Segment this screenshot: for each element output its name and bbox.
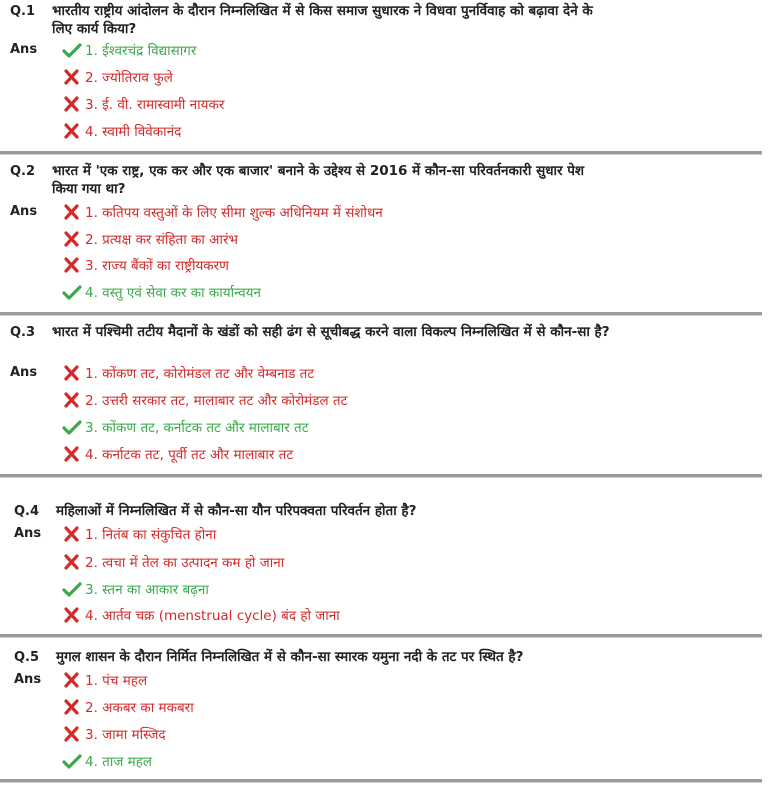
question-text: भारत में पश्चिमी तटीय मैदानों के खंडों को सही ढंग से सूचीबद्ध करने वाला विकल्प निम्नलिखित में से कौन-सा है?: [52, 324, 610, 340]
option-2: [62, 552, 284, 572]
option-text: 1. कतिपय वस्तुओं के लिए सीमा शुल्क अधिनियम में संशोधन: [85, 205, 383, 221]
option-4: [62, 751, 152, 771]
option-text: 4. वस्तु एवं सेवा कर का कार्यान्वयन: [85, 285, 261, 301]
option-2: [62, 390, 347, 410]
divider: [0, 474, 762, 478]
check-icon: [62, 284, 82, 300]
option-text: 4. कर्नाटक तट, पूर्वी तट और मालाबार तट: [85, 447, 294, 463]
cross-icon: [62, 726, 82, 742]
cross-icon: [62, 672, 82, 688]
option-4: [62, 605, 340, 625]
option-3: [62, 94, 224, 114]
option-text: 2. अकबर का मकबरा: [85, 700, 194, 716]
option-text: 2. त्वचा में तेल का उत्पादन कम हो जाना: [85, 555, 285, 571]
divider: [0, 779, 762, 783]
question-number: Q.1: [10, 4, 36, 19]
cross-icon: [62, 231, 82, 247]
option-text: 1. कोंकण तट, कोरोमंडल तट और वेम्बनाड तट: [85, 366, 315, 382]
option-1: [62, 524, 216, 544]
option-2: [62, 697, 194, 717]
cross-icon: [62, 526, 82, 542]
option-3: [62, 417, 309, 437]
option-4: [62, 121, 181, 141]
answer-label: Ans: [10, 42, 38, 57]
check-icon: [62, 42, 82, 58]
option-text: 3. कोंकण तट, कर्नाटक तट और मालाबार तट: [85, 420, 309, 436]
divider: [0, 312, 762, 316]
answer-label: Ans: [10, 365, 38, 380]
option-text: 4. ताज महल: [85, 754, 153, 770]
cross-icon: [62, 699, 82, 715]
cross-icon: [62, 204, 82, 220]
question-number: Q.4: [14, 504, 40, 519]
option-text: 2. ज्योतिराव फुले: [85, 70, 173, 86]
question-text: भारत में 'एक राष्ट्र, एक कर और एक बाजार' बनाने के उद्देश्य से 2016 में कौन-सा परिवर्तनकारी सुधार पेश किया गया था?: [52, 163, 585, 197]
option-text: 3. स्तन का आकार बढ़ना: [85, 582, 209, 598]
cross-icon: [62, 123, 82, 139]
option-4: [62, 444, 293, 464]
question-text: महिलाओं में निम्नलिखित में से कौन-सा यौन परिपक्वता परिवर्तन होता है?: [56, 503, 417, 519]
option-3: [62, 579, 209, 599]
option-text: 3. राज्य बैंकों का राष्ट्रीयकरण: [85, 258, 229, 274]
option-text: 1. पंच महल: [85, 673, 148, 689]
cross-icon: [62, 446, 82, 462]
option-text: 4. आर्तव चक्र (menstrual cycle) बंद हो जाना: [85, 608, 340, 624]
cross-icon: [62, 554, 82, 570]
option-text: 2. उत्तरी सरकार तट, मालाबार तट और कोरोमंडल तट: [85, 393, 348, 409]
check-icon: [62, 419, 82, 435]
cross-icon: [62, 257, 82, 273]
answer-label: Ans: [14, 526, 42, 541]
question-number: Q.5: [14, 650, 40, 665]
cross-icon: [62, 392, 82, 408]
option-3: [62, 255, 229, 275]
question-text: मुगल शासन के दौरान निर्मित निम्नलिखित में से कौन-सा स्मारक यमुना नदी के तट पर स्थित है?: [56, 649, 524, 665]
answer-label: Ans: [14, 672, 42, 687]
divider: [0, 151, 762, 155]
option-text: 3. ई. वी. रामास्वामी नायकर: [85, 97, 225, 113]
check-icon: [62, 581, 82, 597]
question-number: Q.3: [10, 325, 36, 340]
option-1: [62, 202, 383, 222]
question-text: भारतीय राष्ट्रीय आंदोलन के दौरान निम्नलिखित में से किस समाज सुधारक ने विधवा पुनर्विवाह को बढ़ावा देने के लिए कार्य किया?: [52, 3, 593, 37]
option-2: [62, 229, 238, 249]
option-2: [62, 67, 173, 87]
check-icon: [62, 753, 82, 769]
cross-icon: [62, 69, 82, 85]
option-text: 1. नितंब का संकुचित होना: [85, 527, 217, 543]
option-text: 1. ईश्वरचंद्र विद्यासागर: [85, 43, 197, 59]
option-text: 4. स्वामी विवेकानंद: [85, 124, 182, 140]
option-1: [62, 363, 314, 383]
cross-icon: [62, 365, 82, 381]
cross-icon: [62, 607, 82, 623]
cross-icon: [62, 96, 82, 112]
option-text: 2. प्रत्यक्ष कर संहिता का आरंभ: [85, 232, 238, 248]
answer-label: Ans: [10, 204, 38, 219]
divider: [0, 634, 762, 638]
question-number: Q.2: [10, 164, 36, 179]
option-text: 3. जामा मस्जिद: [85, 727, 166, 743]
option-1: [62, 670, 147, 690]
option-1: [62, 40, 196, 60]
option-3: [62, 724, 166, 744]
option-4: [62, 282, 261, 302]
